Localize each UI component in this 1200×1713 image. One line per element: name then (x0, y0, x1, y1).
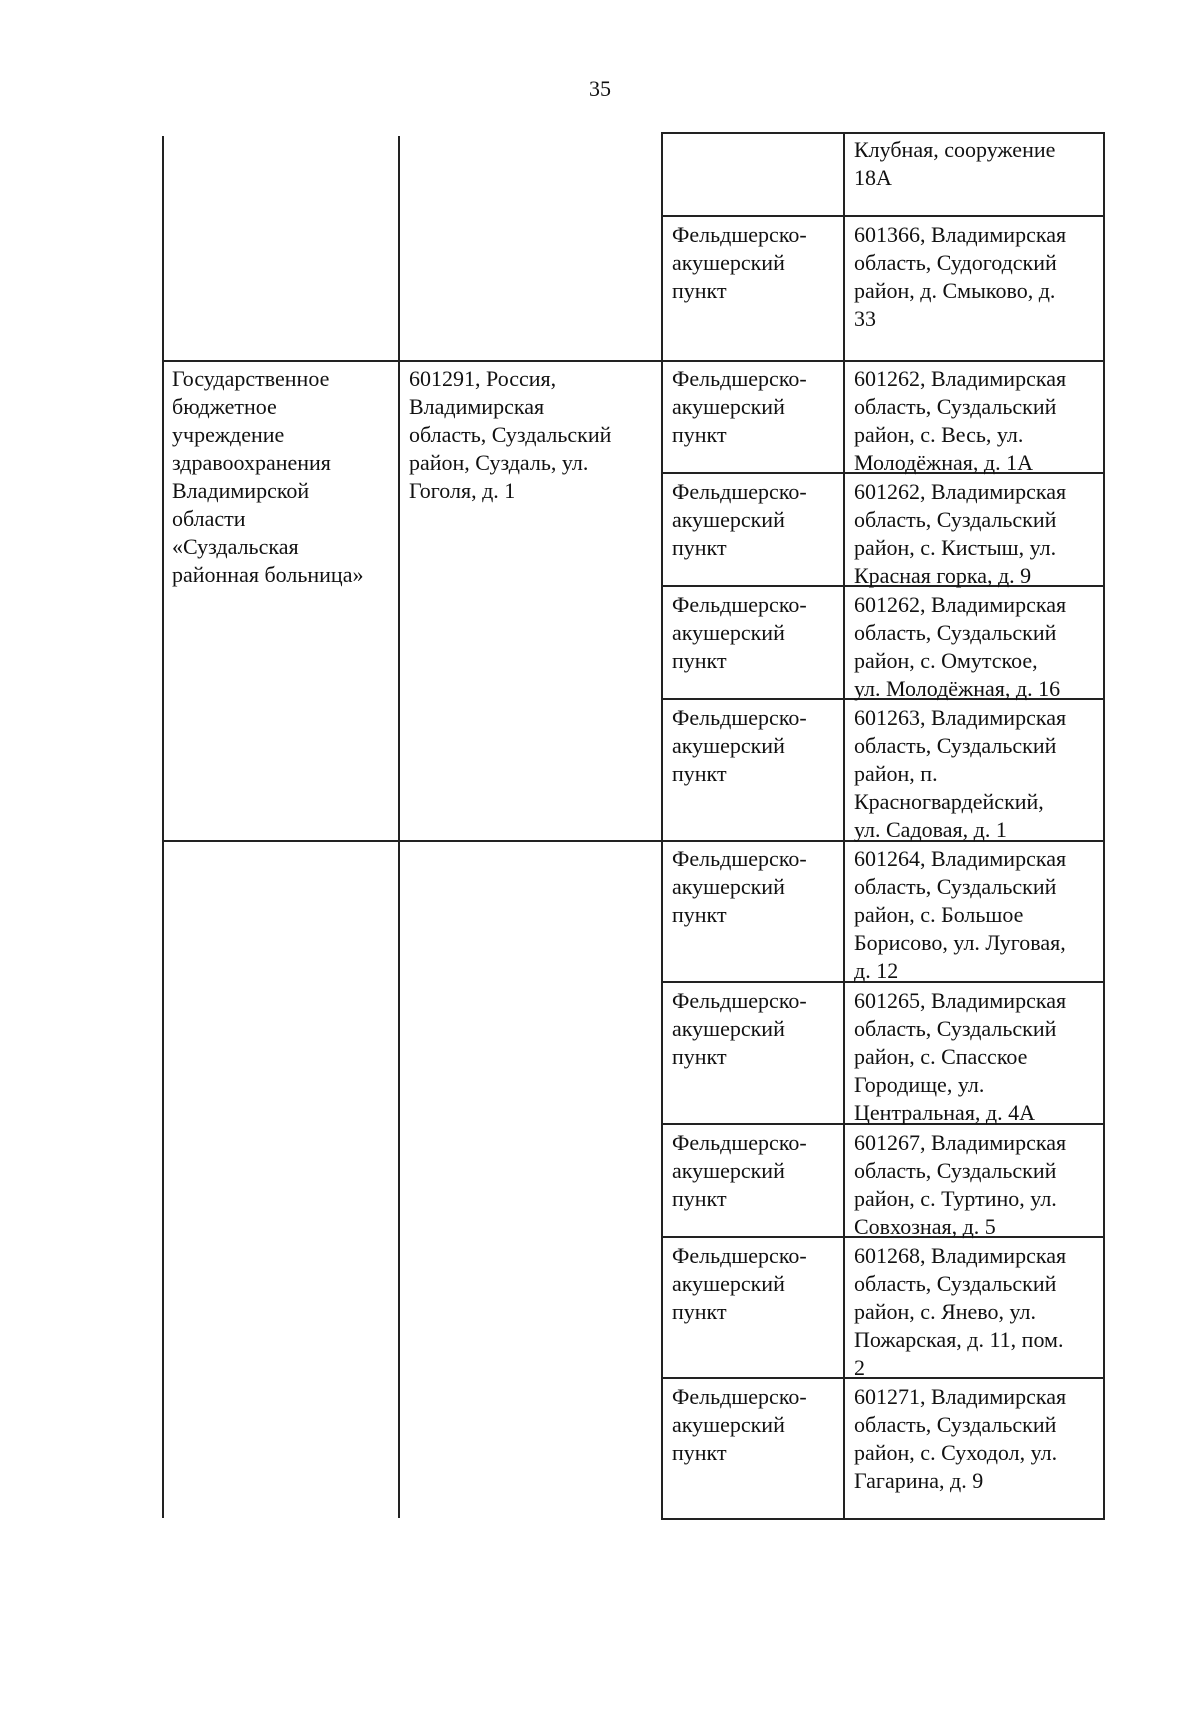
facility-address-cell: 601264, Владимирская область, Суздальский район, с. Большое Борисово, ул. Луговая, д. 12 (854, 846, 1067, 983)
facility-type-cell: Фельдшерско- акушерский пункт (672, 366, 807, 447)
table-bottom-border (661, 1518, 1105, 1520)
row-divider (661, 215, 1105, 217)
institution-address-cell: 601291, Россия, Владимирская область, Суздальский район, Суздаль, ул. Гоголя, д. 1 (409, 366, 612, 503)
facility-type-cell: Фельдшерско- акушерский пункт (672, 1243, 807, 1324)
column-divider-2 (661, 132, 663, 1518)
facility-address-cell: 601267, Владимирская область, Суздальский район, с. Туртино, ул. Совхозная, д. 5 (854, 1130, 1067, 1239)
facility-type-cell: Фельдшерско- акушерский пункт (672, 479, 807, 560)
facility-type-cell: Фельдшерско- акушерский пункт (672, 592, 807, 673)
row-divider (162, 360, 1105, 362)
facility-type-cell: Фельдшерско- акушерский пункт (672, 1130, 807, 1211)
facility-address-cell: 601262, Владимирская область, Суздальский район, с. Омутское, ул. Молодёжная, д. 16 (854, 592, 1067, 701)
facility-type-cell: Фельдшерско- акушерский пункт (672, 705, 807, 786)
facility-type-cell: Фельдшерско- акушерский пункт (672, 988, 807, 1069)
column-divider-1 (398, 136, 400, 1518)
facility-type-cell: Фельдшерско- акушерский пункт (672, 1384, 807, 1465)
facility-address-cell: 601263, Владимирская область, Суздальский район, п. Красногвардейский, ул. Садовая, д. 1 (854, 705, 1067, 842)
institution-name-cell: Государственное бюджетное учреждение здравоохранения Владимирской области «Суздальская районная больница» (172, 366, 364, 587)
facility-address-cell: 601265, Владимирская область, Суздальский район, с. Спасское Городище, ул. Центральная, д. 4А (854, 988, 1067, 1125)
facility-address-cell: 601268, Владимирская область, Суздальский район, с. Янево, ул. Пожарская, д. 11, пом. 2 (854, 1243, 1067, 1380)
table-top-border (661, 132, 1105, 134)
facility-address-cell: 601262, Владимирская область, Суздальский район, с. Весь, ул. Молодёжная, д. 1А (854, 366, 1067, 475)
facility-type-cell: Фельдшерско- акушерский пункт (672, 846, 807, 927)
table-border-right (1103, 132, 1105, 1518)
table-border-left (162, 136, 164, 1518)
column-divider-3 (843, 132, 845, 1518)
facility-address-cell: 601366, Владимирская область, Судогодский район, д. Смыково, д. 33 (854, 222, 1067, 331)
page-number: 35 (589, 76, 611, 101)
facility-address-cell: 601262, Владимирская область, Суздальский район, с. Кистыш, ул. Красная горка, д. 9 (854, 479, 1067, 588)
facility-type-cell: Фельдшерско- акушерский пункт (672, 222, 807, 303)
facility-address-cell: 601271, Владимирская область, Суздальский район, с. Суходол, ул. Гагарина, д. 9 (854, 1384, 1067, 1493)
facility-address-cell: Клубная, сооружение 18А (854, 137, 1056, 190)
